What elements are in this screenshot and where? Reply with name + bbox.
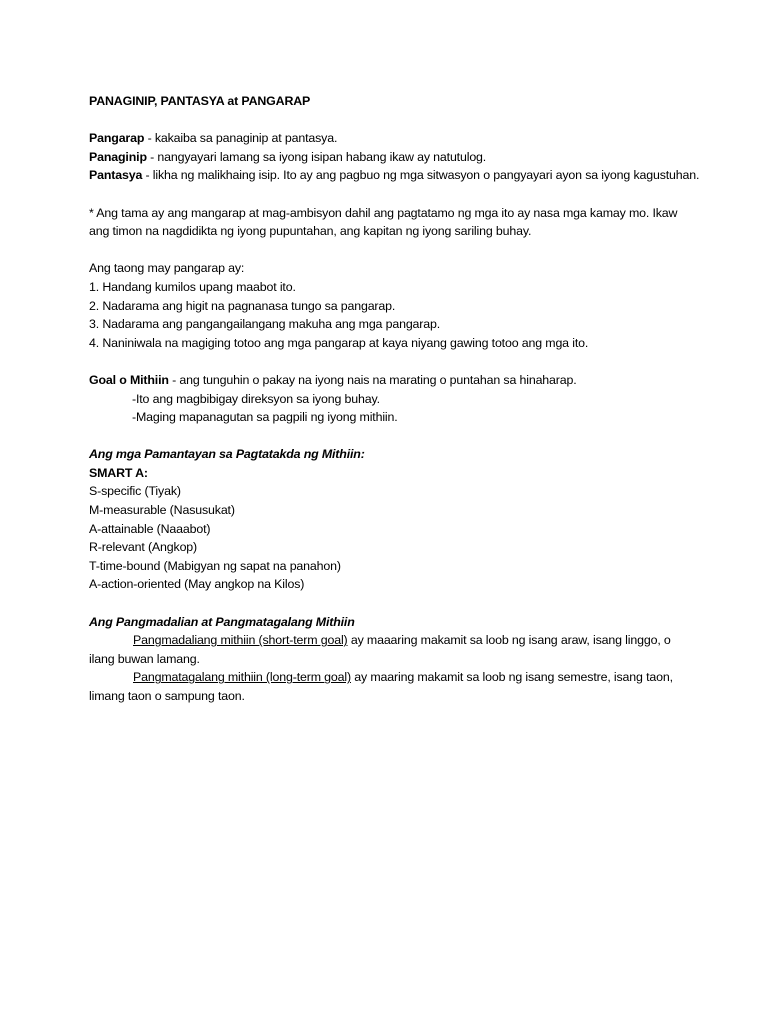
- term-goal: Goal o Mithiin: [89, 372, 169, 387]
- long-term-text: ay maaring makamit sa loob ng isang semestre, isang taon,: [351, 670, 673, 685]
- short-term-label: Pangmadaliang mithiin (short-term goal): [133, 633, 348, 648]
- smart-heading: Ang mga Pamantayan sa Pagtatakda ng Mithiin:: [89, 447, 365, 462]
- spacer: [89, 352, 739, 371]
- spacer: [89, 594, 739, 613]
- term-pantasya: Pantasya: [89, 168, 143, 183]
- spacer: [89, 185, 739, 204]
- terms-heading: Ang Pangmadalian at Pangmatagalang Mithiin: [89, 614, 355, 629]
- definition-text: - likha ng malikhaing isip. Ito ay ang pagbuo ng mga sitwasyon o pangyayari ayon sa iyong kagustuhan.: [142, 168, 700, 183]
- short-term-line-1: [89, 631, 739, 650]
- note-line-1: * Ang tama ay ang mangarap at mag-ambisyon dahil ang pagtatamo ng mga ito ay nasa mga kamay mo. Ikaw: [89, 205, 678, 220]
- list-item: 4. Naniniwala na magiging totoo ang mga pangarap at kaya niyang gawing totoo ang mga ito.: [89, 335, 589, 350]
- spacer: [89, 241, 739, 260]
- smart-label: SMART A:: [89, 465, 148, 480]
- smart-item: A-attainable (Naaabot): [89, 521, 211, 536]
- term-pangarap: Pangarap: [89, 131, 145, 146]
- short-term-text: ay maaaring makamit sa loob ng isang araw, isang linggo, o: [347, 633, 671, 648]
- document-page: [89, 92, 739, 706]
- spacer: [89, 427, 739, 446]
- note-line-2: ang timon na nagdidikta ng iyong pupuntahan, ang kapitan ng iyong sariling buhay.: [89, 224, 532, 239]
- spacer: [89, 111, 739, 130]
- definition-text: - kakaiba sa panaginip at pantasya.: [144, 131, 338, 146]
- definition-panaginip: [89, 148, 739, 167]
- definition-pantasya: [89, 166, 739, 185]
- long-term-line-1: [89, 668, 739, 687]
- long-term-label: Pangmatagalang mithiin (long-term goal): [133, 670, 351, 685]
- smart-item: R-relevant (Angkop): [89, 540, 198, 555]
- document-title: PANAGINIP, PANTASYA at PANGARAP: [89, 94, 311, 108]
- list-item: 2. Nadarama ang higit na pagnanasa tungo sa pangarap.: [89, 298, 396, 313]
- smart-item: M-measurable (Nasusukat): [89, 503, 235, 518]
- dreamer-heading: Ang taong may pangarap ay:: [89, 261, 245, 276]
- goal-text: - ang tunguhin o pakay na iyong nais na marating o puntahan sa hinaharap.: [168, 372, 577, 387]
- goal-point: -Ito ang magbibigay direksyon sa iyong buhay.: [132, 391, 380, 406]
- term-panaginip: Panaginip: [89, 149, 147, 164]
- long-term-line-2: limang taon o sampung taon.: [89, 689, 245, 703]
- definition-pangarap: [89, 129, 739, 148]
- list-item: 1. Handang kumilos upang maabot ito.: [89, 279, 296, 294]
- short-term-line-2: ilang buwan lamang.: [89, 651, 200, 666]
- list-item: 3. Nadarama ang pangangailangang makuha ang mga pangarap.: [89, 317, 441, 332]
- definition-text: - nangyayari lamang sa iyong isipan habang ikaw ay natutulog.: [146, 149, 487, 164]
- goal-definition: [89, 371, 739, 390]
- goal-point: -Maging mapanagutan sa pagpili ng iyong mithiin.: [132, 410, 398, 425]
- smart-item: S-specific (Tiyak): [89, 484, 181, 499]
- smart-item: T-time-bound (Mabigyan ng sapat na panahon): [89, 558, 341, 573]
- smart-item: A-action-oriented (May angkop na Kilos): [89, 577, 305, 592]
